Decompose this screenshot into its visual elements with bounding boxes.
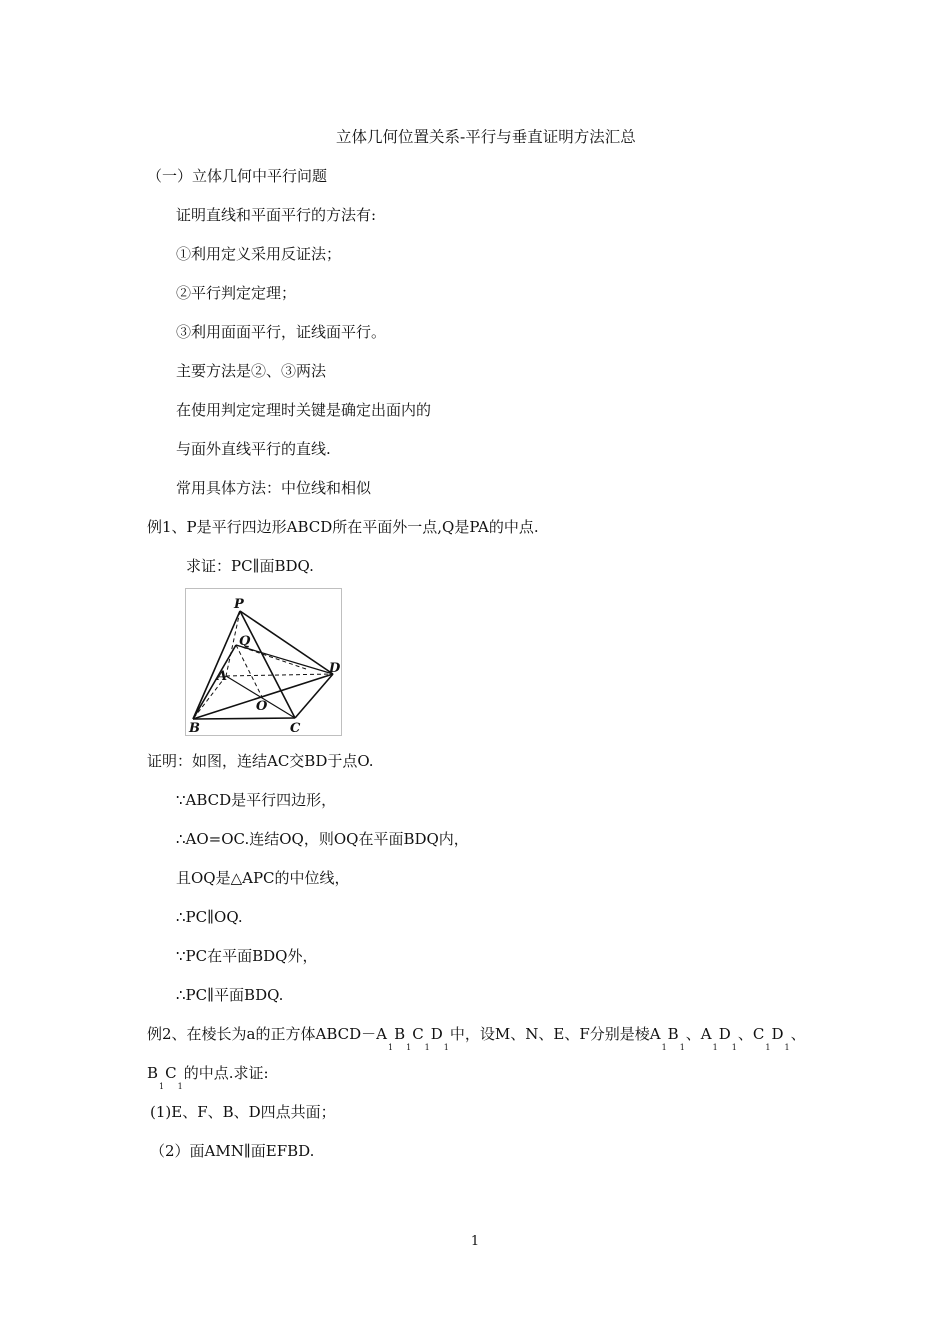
section-heading: （一）立体几何中平行问题 (147, 167, 328, 185)
label-c: C (290, 721, 301, 735)
subscript: 1 (712, 1043, 718, 1052)
method-3: ③利用面面平行，证线面平行。 (176, 323, 387, 341)
proof-line-7: ∴PC∥平面BDQ. (176, 986, 284, 1004)
main-methods: 主要方法是②、③两法 (176, 362, 327, 380)
subscript: 1 (661, 1043, 667, 1052)
example2-line2-text-1: B (147, 1064, 159, 1082)
example2-question-2: （2）面AMN∥面EFBD. (150, 1142, 315, 1160)
subscript: 1 (387, 1043, 394, 1052)
label-q: Q (239, 634, 251, 649)
example1-prove: 求证：PC∥面BDQ. (186, 557, 314, 575)
page-title: 立体几何位置关系-平行与垂直证明方法汇总 (336, 128, 636, 146)
edge-pd (240, 611, 333, 674)
label-p: P (234, 597, 244, 612)
subscript: 1 (765, 1043, 771, 1052)
edge-pa (226, 611, 240, 676)
subscript: 1 (424, 1043, 430, 1052)
method-1: ①利用定义采用反证法； (176, 245, 342, 263)
example2-text-8: D (718, 1025, 731, 1043)
example2-text-4: D (430, 1025, 443, 1043)
subscript: 1 (731, 1043, 737, 1052)
example2-text-5: 中，设M、N、E、F分别是棱A (449, 1025, 661, 1043)
example1-statement: 例1、P是平行四边形ABCD所在平面外一点,Q是PA的中点. (147, 518, 539, 536)
pyramid-figure (185, 588, 342, 736)
edge-ad (226, 674, 333, 676)
example2-text-2: B (394, 1025, 406, 1043)
example2-line2-text-2: C (165, 1064, 177, 1082)
proof-line-5: ∴PC∥OQ. (176, 908, 243, 926)
method-2: ②平行判定定理； (176, 284, 297, 302)
key-point-line-1: 在使用判定定理时关键是确定出面内的 (176, 401, 432, 419)
edge-qd (236, 645, 333, 674)
edge-pb (193, 611, 240, 719)
proof-line-2: ∵ABCD是平行四边形， (176, 791, 337, 809)
subscript: 1 (443, 1043, 449, 1052)
label-d: D (329, 661, 341, 676)
example2-statement-cont (147, 1063, 269, 1091)
label-a: A (217, 669, 228, 684)
subscript: 1 (784, 1043, 790, 1052)
pyramid-diagram (186, 589, 341, 735)
label-o: O (256, 699, 268, 714)
edge-bc (193, 718, 295, 719)
subscript: 1 (159, 1082, 165, 1091)
example2-text-10: D (771, 1025, 784, 1043)
example2-text-6: B (667, 1025, 679, 1043)
proof-line-3: ∴AO=OC.连结OQ，则OQ在平面BDQ内， (176, 830, 469, 848)
example2-text-3: C (412, 1025, 424, 1043)
methods-intro: 证明直线和平面平行的方法有: (176, 206, 377, 224)
subscript: 1 (177, 1082, 183, 1091)
example2-text-11: 、 (790, 1025, 806, 1043)
page-number: 1 (470, 1234, 480, 1249)
common-methods: 常用具体方法：中位线和相似 (176, 479, 372, 497)
example2-line2-text-3: 的中点.求证: (183, 1064, 269, 1082)
proof-line-4: 且OQ是△APC的中位线， (176, 869, 350, 887)
example2-text-7: 、A (685, 1025, 712, 1043)
proof-line-1: 证明：如图，连结AC交BD于点O. (147, 752, 374, 770)
label-b: B (189, 721, 200, 735)
example2-statement (147, 1024, 806, 1052)
subscript: 1 (406, 1043, 412, 1052)
example2-question-1: (1)E、F、B、D四点共面； (150, 1103, 336, 1121)
subscript: 1 (679, 1043, 685, 1052)
key-point-line-2: 与面外直线平行的直线. (176, 440, 331, 458)
proof-line-6: ∵PC在平面BDQ外， (176, 947, 318, 965)
example2-text-9: 、C (737, 1025, 765, 1043)
example2-text-1: 例2、在棱长为a的正方体ABCD－A (147, 1025, 387, 1043)
